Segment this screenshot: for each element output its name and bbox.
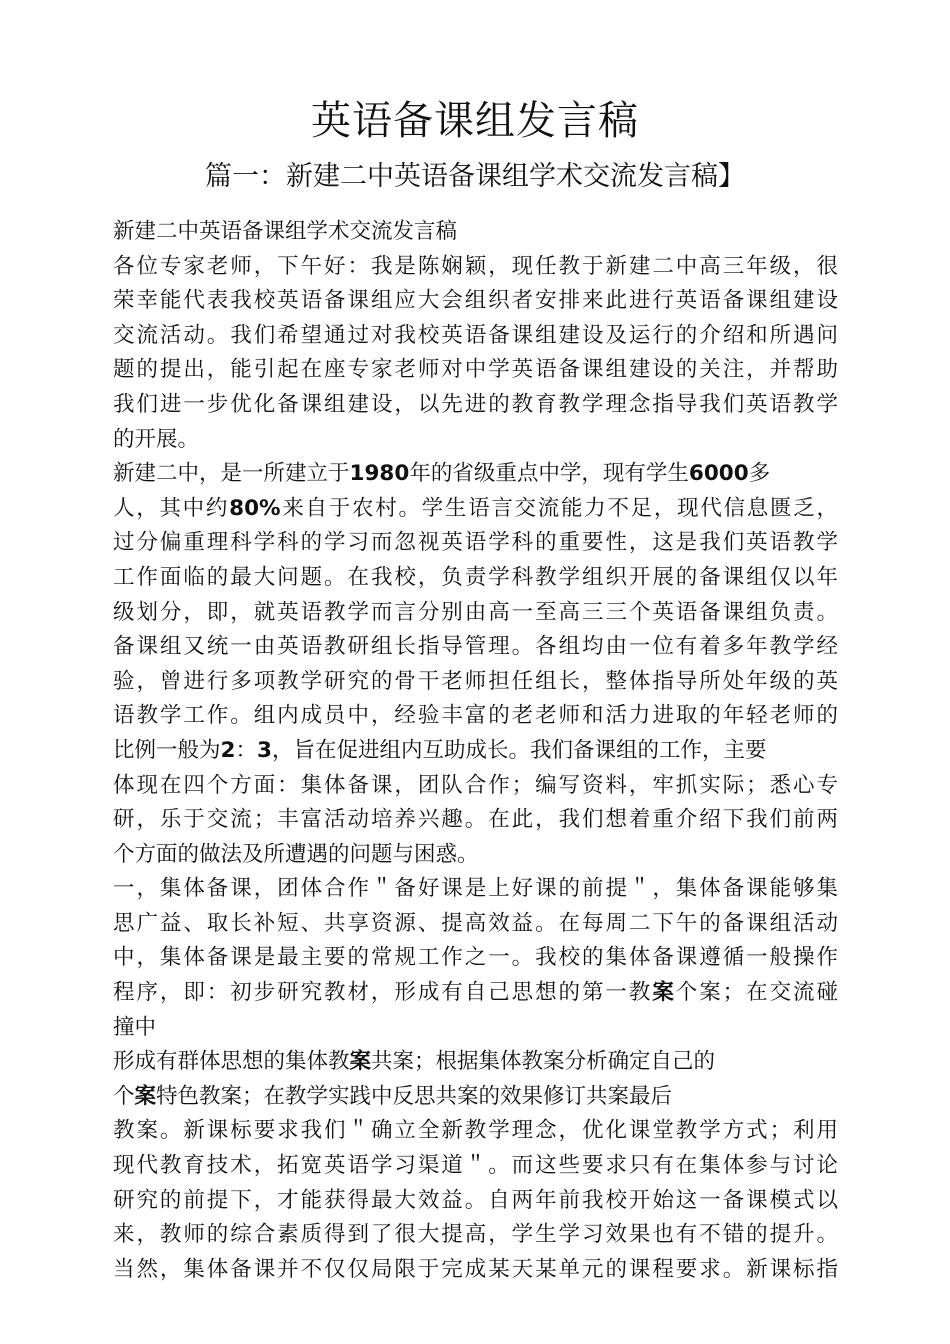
text-segment: 过分偏重理科学科的学习而忽视英语学科的重要性，这是我们英语教学	[113, 530, 838, 556]
text-segment: 新建二中，是一所建立于	[113, 461, 350, 487]
text-line	[113, 838, 838, 873]
text-line	[113, 250, 838, 285]
text-segment: 现代教育技术，拓宽英语学习渠道＂。而这些要求只有在集体参与讨论	[113, 1153, 838, 1179]
text-line	[113, 284, 838, 319]
text-segment: 比例一般为	[113, 737, 221, 763]
text-line	[113, 907, 838, 942]
text-segment: 形成有群体思想的集体教	[113, 1049, 350, 1075]
text-segment: 备课组又统一由英语教研组长指导管理。各组均由一位有着多年教学经	[113, 634, 838, 660]
bold-text-segment: 80%	[229, 495, 281, 521]
text-segment: 个方面的做法及所遭遇的问题与困惑。	[113, 841, 479, 867]
text-line	[113, 665, 838, 700]
text-line	[113, 526, 838, 561]
text-line	[113, 1114, 838, 1149]
text-segment: 我们进一步优化备课组建设，以先进的教育教学理念指导我们英语教学	[113, 391, 838, 417]
text-line	[113, 630, 838, 665]
text-segment: 中，集体备课是最主要的常规工作之一。我校的集体备课遵循一般操作	[113, 945, 838, 971]
bold-text-segment: 1980	[349, 461, 410, 487]
text-line	[113, 1045, 838, 1080]
section-heading: 篇一：新建二中英语备课组学术交流发言稿】	[205, 161, 745, 192]
text-line	[113, 353, 838, 388]
text-line	[113, 1080, 838, 1115]
text-line	[113, 699, 838, 734]
bold-text-segment: 案	[652, 980, 676, 1006]
bold-text-segment: 案	[349, 1049, 372, 1075]
text-segment: 来自于农村。学生语言交流能力不足，现代信息匮乏，	[280, 495, 838, 521]
text-segment: 语教学工作。组内成员中，经验丰富的老老师和活力进取的年轻老师的	[113, 703, 838, 729]
bold-text-segment: 6000	[688, 461, 749, 487]
bold-text-segment: 2	[220, 737, 236, 763]
text-line	[113, 1253, 838, 1288]
text-segment: 年的省级重点中学，现有学生	[409, 461, 689, 487]
text-line	[113, 1218, 838, 1253]
bold-text-segment: 3	[257, 737, 272, 763]
text-segment: 新建二中英语备课组学术交流发言稿	[113, 219, 458, 244]
text-line	[113, 423, 838, 458]
text-segment: 工作面临的最大问题。在我校，负责学科教学组织开展的备课组仅以年	[113, 564, 838, 590]
text-line	[113, 388, 838, 423]
text-segment: 共案；根据集体教案分析确定自己的	[371, 1049, 716, 1075]
text-segment: 体现在四个方面：集体备课，团队合作；编写资料，牢抓实际；悉心专	[113, 772, 838, 798]
text-line	[113, 596, 838, 631]
text-line	[113, 941, 838, 976]
text-segment: 的开展。	[113, 426, 200, 452]
text-segment: 一，集体备课，团体合作＂备好课是上好课的前提＂，集体备课能够集	[113, 876, 838, 902]
text-line	[113, 803, 838, 838]
text-segment: 各位专家老师，下午好：我是陈娴颖，现任教于新建二中高三年级，很	[113, 253, 838, 279]
text-line	[113, 457, 838, 492]
text-line	[113, 1011, 838, 1046]
text-line	[113, 872, 838, 907]
text-segment: 荣幸能代表我校英语备课组应大会组织者安排来此进行英语备课组建设	[113, 288, 838, 314]
text-line	[113, 215, 838, 250]
page-title: 英语备课组发言稿	[311, 98, 639, 144]
text-line	[113, 319, 838, 354]
text-segment: 交流活动。我们希望通过对我校英语备课组建设及运行的介绍和所遇问	[113, 322, 838, 348]
text-segment: ，旨在促进组内互助成长。我们备课组的工作，主要	[271, 737, 767, 763]
text-segment: 个案；在交流碰	[675, 980, 838, 1006]
text-line	[113, 492, 838, 527]
text-line	[113, 769, 838, 804]
bold-text-segment: 案	[134, 1083, 157, 1109]
text-segment: 特色教案；在教学实践中反思共案的效果修订共案最后	[156, 1083, 673, 1109]
text-segment: 教案。新课标要求我们＂确立全新教学理念，优化课堂教学方式；利用	[113, 1118, 838, 1144]
text-segment: 思广益、取长补短、共享资源、提高效益。在每周二下午的备课组活动	[113, 910, 838, 936]
text-line	[113, 1149, 838, 1184]
text-segment: 个	[113, 1083, 135, 1109]
text-segment: 研究的前提下，才能获得最大效益。自两年前我校开始这一备课模式以	[113, 1187, 838, 1213]
text-segment: 验，曾进行多项教学研究的骨干老师担任组长，整体指导所处年级的英	[113, 668, 838, 694]
text-segment: 人，其中约	[113, 495, 230, 521]
text-line	[113, 1184, 838, 1219]
text-segment: 级划分，即，就英语教学而言分别由高一至高三三个英语备课组负责。	[113, 599, 838, 625]
text-line	[113, 734, 838, 769]
text-segment: 程序，即：初步研究教材，形成有自己思想的第一教	[113, 980, 653, 1006]
text-segment: ：	[235, 737, 257, 763]
text-segment: 多	[748, 461, 771, 487]
text-line	[113, 976, 838, 1011]
text-segment: 研，乐于交流；丰富活动培养兴趣。在此，我们想着重介绍下我们前两	[113, 807, 838, 833]
text-segment: 来，教师的综合素质得到了很大提高，学生学习效果也有不错的提升。	[113, 1222, 838, 1248]
text-segment: 题的提出，能引起在座专家老师对中学英语备课组建设的关注，并帮助	[113, 357, 838, 383]
document-body	[113, 215, 838, 1287]
text-segment: 当然，集体备课并不仅仅局限于完成某天某单元的课程要求。新课标指	[113, 1256, 838, 1282]
text-line	[113, 561, 838, 596]
text-segment: 撞中	[113, 1014, 157, 1040]
